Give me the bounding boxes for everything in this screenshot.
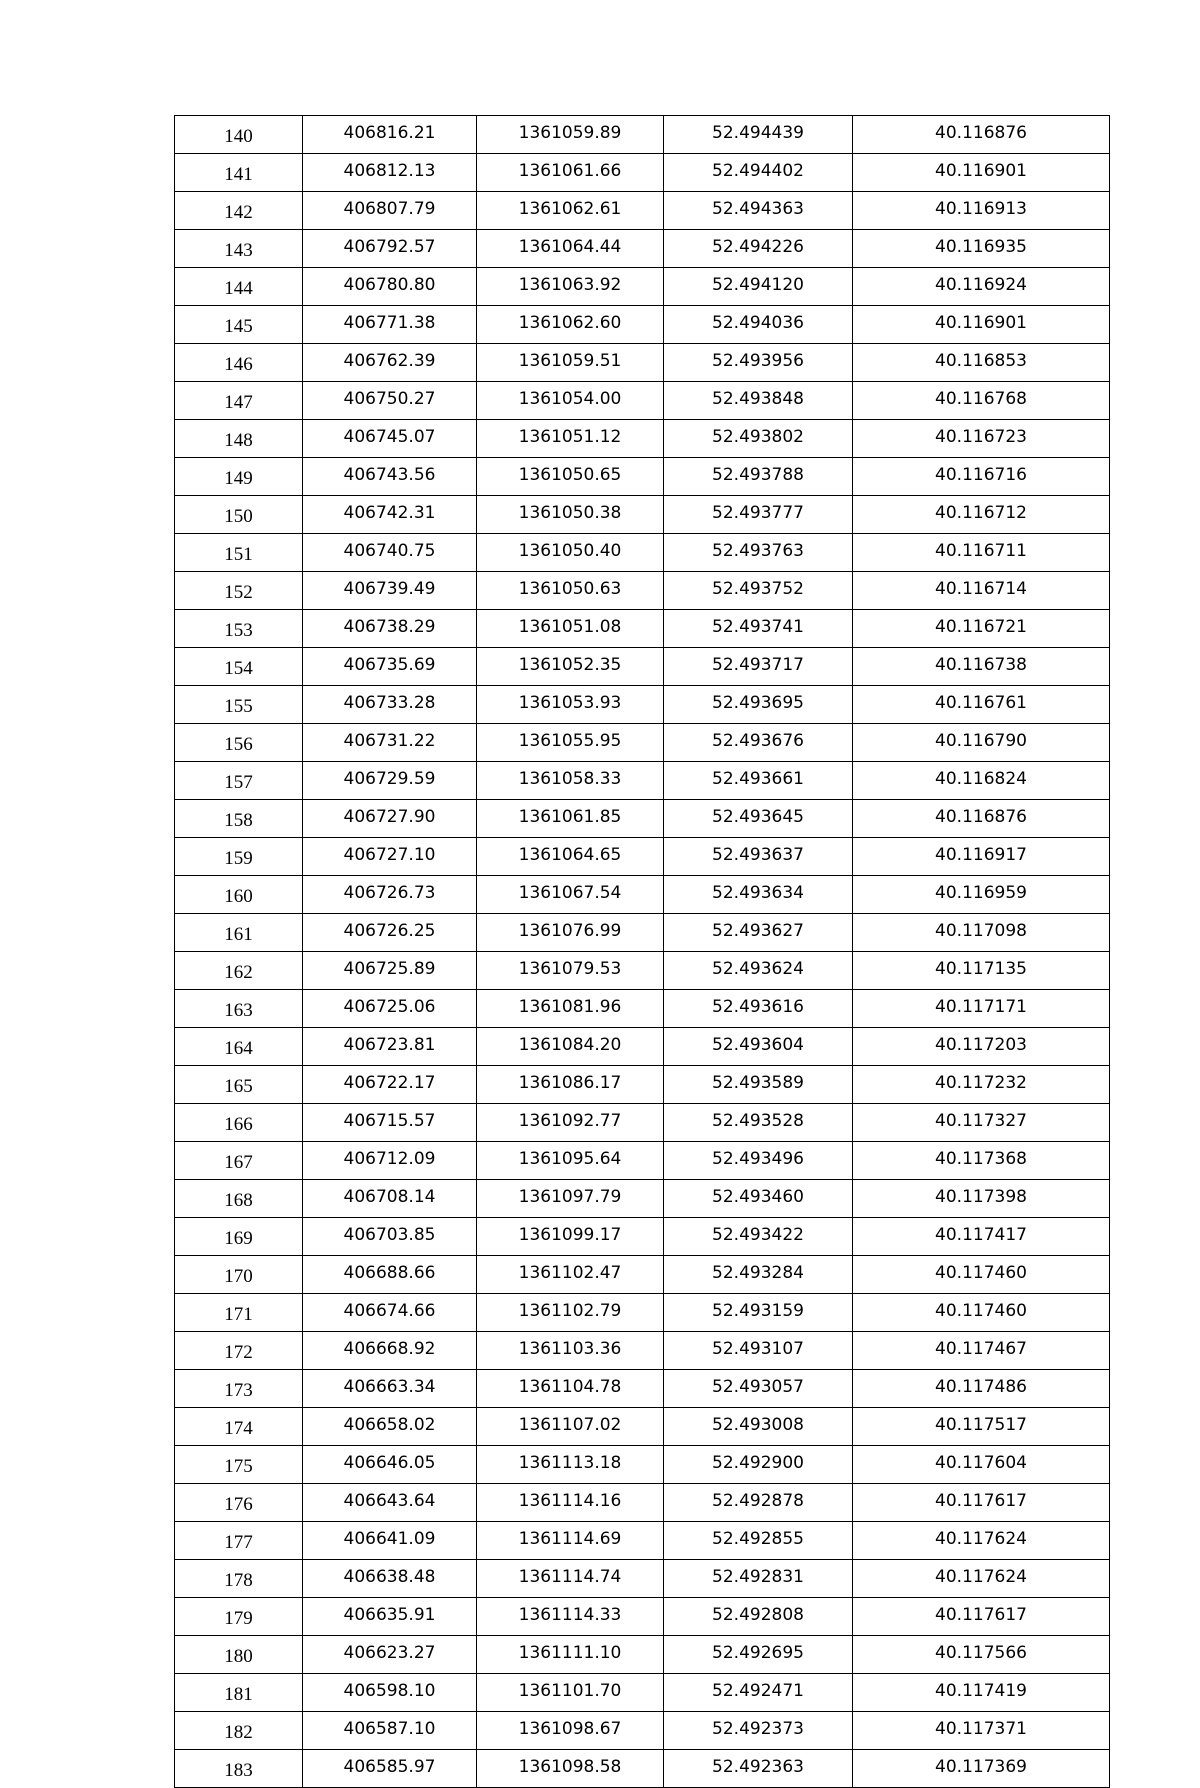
x-coordinate-cell: 406735.69 bbox=[303, 648, 477, 686]
x-coordinate-cell: 406731.22 bbox=[303, 724, 477, 762]
point-number-cell: 179 bbox=[175, 1598, 303, 1636]
y-coordinate-cell: 1361064.44 bbox=[477, 230, 664, 268]
x-coordinate-cell: 406725.89 bbox=[303, 952, 477, 990]
x-coordinate-cell: 406726.25 bbox=[303, 914, 477, 952]
y-coordinate-cell: 1361086.17 bbox=[477, 1066, 664, 1104]
longitude-cell: 40.116711 bbox=[853, 534, 1110, 572]
x-coordinate-cell: 406722.17 bbox=[303, 1066, 477, 1104]
table-row bbox=[175, 1142, 1110, 1180]
x-coordinate-cell: 406807.79 bbox=[303, 192, 477, 230]
latitude-cell: 52.494226 bbox=[664, 230, 853, 268]
coordinates-table-body bbox=[175, 116, 1110, 1788]
longitude-cell: 40.117327 bbox=[853, 1104, 1110, 1142]
latitude-cell: 52.492878 bbox=[664, 1484, 853, 1522]
x-coordinate-cell: 406663.34 bbox=[303, 1370, 477, 1408]
table-row bbox=[175, 648, 1110, 686]
table-row bbox=[175, 1294, 1110, 1332]
table-row bbox=[175, 800, 1110, 838]
table-row bbox=[175, 268, 1110, 306]
latitude-cell: 52.493848 bbox=[664, 382, 853, 420]
point-number-cell: 169 bbox=[175, 1218, 303, 1256]
y-coordinate-cell: 1361081.96 bbox=[477, 990, 664, 1028]
longitude-cell: 40.117417 bbox=[853, 1218, 1110, 1256]
latitude-cell: 52.494036 bbox=[664, 306, 853, 344]
y-coordinate-cell: 1361098.67 bbox=[477, 1712, 664, 1750]
latitude-cell: 52.493717 bbox=[664, 648, 853, 686]
y-coordinate-cell: 1361107.02 bbox=[477, 1408, 664, 1446]
longitude-cell: 40.117624 bbox=[853, 1560, 1110, 1598]
y-coordinate-cell: 1361111.10 bbox=[477, 1636, 664, 1674]
point-number-cell: 163 bbox=[175, 990, 303, 1028]
y-coordinate-cell: 1361084.20 bbox=[477, 1028, 664, 1066]
latitude-cell: 52.492363 bbox=[664, 1750, 853, 1788]
point-number-cell: 142 bbox=[175, 192, 303, 230]
table-row bbox=[175, 724, 1110, 762]
latitude-cell: 52.493460 bbox=[664, 1180, 853, 1218]
x-coordinate-cell: 406688.66 bbox=[303, 1256, 477, 1294]
table-row bbox=[175, 1560, 1110, 1598]
x-coordinate-cell: 406641.09 bbox=[303, 1522, 477, 1560]
latitude-cell: 52.493528 bbox=[664, 1104, 853, 1142]
y-coordinate-cell: 1361062.60 bbox=[477, 306, 664, 344]
x-coordinate-cell: 406742.31 bbox=[303, 496, 477, 534]
point-number-cell: 155 bbox=[175, 686, 303, 724]
point-number-cell: 164 bbox=[175, 1028, 303, 1066]
y-coordinate-cell: 1361114.69 bbox=[477, 1522, 664, 1560]
x-coordinate-cell: 406668.92 bbox=[303, 1332, 477, 1370]
longitude-cell: 40.117517 bbox=[853, 1408, 1110, 1446]
x-coordinate-cell: 406708.14 bbox=[303, 1180, 477, 1218]
x-coordinate-cell: 406745.07 bbox=[303, 420, 477, 458]
point-number-cell: 182 bbox=[175, 1712, 303, 1750]
table-row bbox=[175, 1332, 1110, 1370]
longitude-cell: 40.117467 bbox=[853, 1332, 1110, 1370]
point-number-cell: 165 bbox=[175, 1066, 303, 1104]
table-row bbox=[175, 458, 1110, 496]
longitude-cell: 40.116790 bbox=[853, 724, 1110, 762]
y-coordinate-cell: 1361114.33 bbox=[477, 1598, 664, 1636]
latitude-cell: 52.493788 bbox=[664, 458, 853, 496]
latitude-cell: 52.494402 bbox=[664, 154, 853, 192]
point-number-cell: 154 bbox=[175, 648, 303, 686]
latitude-cell: 52.492831 bbox=[664, 1560, 853, 1598]
latitude-cell: 52.492471 bbox=[664, 1674, 853, 1712]
latitude-cell: 52.493695 bbox=[664, 686, 853, 724]
x-coordinate-cell: 406587.10 bbox=[303, 1712, 477, 1750]
point-number-cell: 183 bbox=[175, 1750, 303, 1788]
longitude-cell: 40.117566 bbox=[853, 1636, 1110, 1674]
y-coordinate-cell: 1361050.65 bbox=[477, 458, 664, 496]
longitude-cell: 40.117624 bbox=[853, 1522, 1110, 1560]
point-number-cell: 178 bbox=[175, 1560, 303, 1598]
y-coordinate-cell: 1361076.99 bbox=[477, 914, 664, 952]
longitude-cell: 40.116876 bbox=[853, 116, 1110, 154]
x-coordinate-cell: 406750.27 bbox=[303, 382, 477, 420]
table-row bbox=[175, 876, 1110, 914]
point-number-cell: 152 bbox=[175, 572, 303, 610]
table-row bbox=[175, 154, 1110, 192]
point-number-cell: 172 bbox=[175, 1332, 303, 1370]
table-row bbox=[175, 686, 1110, 724]
y-coordinate-cell: 1361061.85 bbox=[477, 800, 664, 838]
x-coordinate-cell: 406733.28 bbox=[303, 686, 477, 724]
longitude-cell: 40.117486 bbox=[853, 1370, 1110, 1408]
longitude-cell: 40.117171 bbox=[853, 990, 1110, 1028]
latitude-cell: 52.492373 bbox=[664, 1712, 853, 1750]
table-row bbox=[175, 1256, 1110, 1294]
point-number-cell: 149 bbox=[175, 458, 303, 496]
longitude-cell: 40.116959 bbox=[853, 876, 1110, 914]
table-row bbox=[175, 192, 1110, 230]
y-coordinate-cell: 1361095.64 bbox=[477, 1142, 664, 1180]
y-coordinate-cell: 1361064.65 bbox=[477, 838, 664, 876]
x-coordinate-cell: 406771.38 bbox=[303, 306, 477, 344]
longitude-cell: 40.116824 bbox=[853, 762, 1110, 800]
table-row bbox=[175, 1104, 1110, 1142]
point-number-cell: 143 bbox=[175, 230, 303, 268]
y-coordinate-cell: 1361097.79 bbox=[477, 1180, 664, 1218]
latitude-cell: 52.493422 bbox=[664, 1218, 853, 1256]
latitude-cell: 52.493741 bbox=[664, 610, 853, 648]
latitude-cell: 52.493627 bbox=[664, 914, 853, 952]
point-number-cell: 159 bbox=[175, 838, 303, 876]
x-coordinate-cell: 406623.27 bbox=[303, 1636, 477, 1674]
x-coordinate-cell: 406727.10 bbox=[303, 838, 477, 876]
x-coordinate-cell: 406726.73 bbox=[303, 876, 477, 914]
table-row bbox=[175, 990, 1110, 1028]
longitude-cell: 40.116853 bbox=[853, 344, 1110, 382]
y-coordinate-cell: 1361055.95 bbox=[477, 724, 664, 762]
longitude-cell: 40.116917 bbox=[853, 838, 1110, 876]
point-number-cell: 171 bbox=[175, 1294, 303, 1332]
longitude-cell: 40.116924 bbox=[853, 268, 1110, 306]
longitude-cell: 40.116901 bbox=[853, 154, 1110, 192]
table-row bbox=[175, 1370, 1110, 1408]
longitude-cell: 40.117368 bbox=[853, 1142, 1110, 1180]
table-row bbox=[175, 1446, 1110, 1484]
x-coordinate-cell: 406743.56 bbox=[303, 458, 477, 496]
y-coordinate-cell: 1361051.08 bbox=[477, 610, 664, 648]
table-row bbox=[175, 230, 1110, 268]
y-coordinate-cell: 1361099.17 bbox=[477, 1218, 664, 1256]
latitude-cell: 52.493752 bbox=[664, 572, 853, 610]
y-coordinate-cell: 1361092.77 bbox=[477, 1104, 664, 1142]
x-coordinate-cell: 406598.10 bbox=[303, 1674, 477, 1712]
x-coordinate-cell: 406674.66 bbox=[303, 1294, 477, 1332]
latitude-cell: 52.493634 bbox=[664, 876, 853, 914]
x-coordinate-cell: 406658.02 bbox=[303, 1408, 477, 1446]
y-coordinate-cell: 1361102.47 bbox=[477, 1256, 664, 1294]
table-row bbox=[175, 1598, 1110, 1636]
longitude-cell: 40.117398 bbox=[853, 1180, 1110, 1218]
x-coordinate-cell: 406729.59 bbox=[303, 762, 477, 800]
longitude-cell: 40.117617 bbox=[853, 1484, 1110, 1522]
x-coordinate-cell: 406723.81 bbox=[303, 1028, 477, 1066]
point-number-cell: 151 bbox=[175, 534, 303, 572]
x-coordinate-cell: 406703.85 bbox=[303, 1218, 477, 1256]
point-number-cell: 144 bbox=[175, 268, 303, 306]
point-number-cell: 173 bbox=[175, 1370, 303, 1408]
x-coordinate-cell: 406762.39 bbox=[303, 344, 477, 382]
point-number-cell: 176 bbox=[175, 1484, 303, 1522]
point-number-cell: 180 bbox=[175, 1636, 303, 1674]
x-coordinate-cell: 406585.97 bbox=[303, 1750, 477, 1788]
point-number-cell: 146 bbox=[175, 344, 303, 382]
longitude-cell: 40.117617 bbox=[853, 1598, 1110, 1636]
y-coordinate-cell: 1361050.63 bbox=[477, 572, 664, 610]
x-coordinate-cell: 406738.29 bbox=[303, 610, 477, 648]
table-row bbox=[175, 1674, 1110, 1712]
point-number-cell: 161 bbox=[175, 914, 303, 952]
y-coordinate-cell: 1361114.74 bbox=[477, 1560, 664, 1598]
y-coordinate-cell: 1361104.78 bbox=[477, 1370, 664, 1408]
coordinates-table bbox=[174, 115, 1110, 1788]
latitude-cell: 52.492695 bbox=[664, 1636, 853, 1674]
latitude-cell: 52.493604 bbox=[664, 1028, 853, 1066]
latitude-cell: 52.493624 bbox=[664, 952, 853, 990]
table-row bbox=[175, 1066, 1110, 1104]
point-number-cell: 166 bbox=[175, 1104, 303, 1142]
x-coordinate-cell: 406646.05 bbox=[303, 1446, 477, 1484]
latitude-cell: 52.492855 bbox=[664, 1522, 853, 1560]
table-row bbox=[175, 572, 1110, 610]
longitude-cell: 40.116876 bbox=[853, 800, 1110, 838]
point-number-cell: 160 bbox=[175, 876, 303, 914]
latitude-cell: 52.493637 bbox=[664, 838, 853, 876]
latitude-cell: 52.493645 bbox=[664, 800, 853, 838]
point-number-cell: 174 bbox=[175, 1408, 303, 1446]
longitude-cell: 40.116935 bbox=[853, 230, 1110, 268]
point-number-cell: 162 bbox=[175, 952, 303, 990]
y-coordinate-cell: 1361061.66 bbox=[477, 154, 664, 192]
table-row bbox=[175, 1712, 1110, 1750]
table-row bbox=[175, 1028, 1110, 1066]
latitude-cell: 52.494120 bbox=[664, 268, 853, 306]
y-coordinate-cell: 1361058.33 bbox=[477, 762, 664, 800]
point-number-cell: 150 bbox=[175, 496, 303, 534]
point-number-cell: 140 bbox=[175, 116, 303, 154]
latitude-cell: 52.493589 bbox=[664, 1066, 853, 1104]
y-coordinate-cell: 1361050.40 bbox=[477, 534, 664, 572]
longitude-cell: 40.116901 bbox=[853, 306, 1110, 344]
point-number-cell: 157 bbox=[175, 762, 303, 800]
table-row bbox=[175, 1180, 1110, 1218]
point-number-cell: 145 bbox=[175, 306, 303, 344]
latitude-cell: 52.492900 bbox=[664, 1446, 853, 1484]
longitude-cell: 40.117369 bbox=[853, 1750, 1110, 1788]
x-coordinate-cell: 406727.90 bbox=[303, 800, 477, 838]
y-coordinate-cell: 1361114.16 bbox=[477, 1484, 664, 1522]
y-coordinate-cell: 1361067.54 bbox=[477, 876, 664, 914]
y-coordinate-cell: 1361053.93 bbox=[477, 686, 664, 724]
longitude-cell: 40.116761 bbox=[853, 686, 1110, 724]
longitude-cell: 40.116721 bbox=[853, 610, 1110, 648]
latitude-cell: 52.493616 bbox=[664, 990, 853, 1028]
table-row bbox=[175, 1522, 1110, 1560]
x-coordinate-cell: 406740.75 bbox=[303, 534, 477, 572]
table-row bbox=[175, 534, 1110, 572]
y-coordinate-cell: 1361103.36 bbox=[477, 1332, 664, 1370]
longitude-cell: 40.117460 bbox=[853, 1256, 1110, 1294]
latitude-cell: 52.494439 bbox=[664, 116, 853, 154]
longitude-cell: 40.116913 bbox=[853, 192, 1110, 230]
longitude-cell: 40.117371 bbox=[853, 1712, 1110, 1750]
y-coordinate-cell: 1361052.35 bbox=[477, 648, 664, 686]
point-number-cell: 148 bbox=[175, 420, 303, 458]
x-coordinate-cell: 406715.57 bbox=[303, 1104, 477, 1142]
y-coordinate-cell: 1361098.58 bbox=[477, 1750, 664, 1788]
table-row bbox=[175, 116, 1110, 154]
longitude-cell: 40.116768 bbox=[853, 382, 1110, 420]
point-number-cell: 175 bbox=[175, 1446, 303, 1484]
table-row bbox=[175, 952, 1110, 990]
table-row bbox=[175, 1636, 1110, 1674]
x-coordinate-cell: 406780.80 bbox=[303, 268, 477, 306]
x-coordinate-cell: 406712.09 bbox=[303, 1142, 477, 1180]
y-coordinate-cell: 1361102.79 bbox=[477, 1294, 664, 1332]
x-coordinate-cell: 406792.57 bbox=[303, 230, 477, 268]
latitude-cell: 52.493057 bbox=[664, 1370, 853, 1408]
latitude-cell: 52.493159 bbox=[664, 1294, 853, 1332]
table-row bbox=[175, 344, 1110, 382]
x-coordinate-cell: 406816.21 bbox=[303, 116, 477, 154]
point-number-cell: 168 bbox=[175, 1180, 303, 1218]
longitude-cell: 40.116714 bbox=[853, 572, 1110, 610]
table-row bbox=[175, 306, 1110, 344]
point-number-cell: 167 bbox=[175, 1142, 303, 1180]
longitude-cell: 40.117098 bbox=[853, 914, 1110, 952]
table-row bbox=[175, 382, 1110, 420]
x-coordinate-cell: 406643.64 bbox=[303, 1484, 477, 1522]
y-coordinate-cell: 1361050.38 bbox=[477, 496, 664, 534]
y-coordinate-cell: 1361062.61 bbox=[477, 192, 664, 230]
latitude-cell: 52.493802 bbox=[664, 420, 853, 458]
table-row bbox=[175, 914, 1110, 952]
y-coordinate-cell: 1361059.89 bbox=[477, 116, 664, 154]
table-row bbox=[175, 420, 1110, 458]
longitude-cell: 40.117604 bbox=[853, 1446, 1110, 1484]
latitude-cell: 52.494363 bbox=[664, 192, 853, 230]
latitude-cell: 52.493763 bbox=[664, 534, 853, 572]
point-number-cell: 181 bbox=[175, 1674, 303, 1712]
point-number-cell: 170 bbox=[175, 1256, 303, 1294]
table-row bbox=[175, 496, 1110, 534]
latitude-cell: 52.493661 bbox=[664, 762, 853, 800]
table-row bbox=[175, 610, 1110, 648]
y-coordinate-cell: 1361113.18 bbox=[477, 1446, 664, 1484]
longitude-cell: 40.116738 bbox=[853, 648, 1110, 686]
latitude-cell: 52.493676 bbox=[664, 724, 853, 762]
x-coordinate-cell: 406812.13 bbox=[303, 154, 477, 192]
y-coordinate-cell: 1361063.92 bbox=[477, 268, 664, 306]
latitude-cell: 52.493496 bbox=[664, 1142, 853, 1180]
longitude-cell: 40.117203 bbox=[853, 1028, 1110, 1066]
longitude-cell: 40.116723 bbox=[853, 420, 1110, 458]
table-row bbox=[175, 1408, 1110, 1446]
table-row bbox=[175, 1218, 1110, 1256]
point-number-cell: 177 bbox=[175, 1522, 303, 1560]
latitude-cell: 52.492808 bbox=[664, 1598, 853, 1636]
point-number-cell: 141 bbox=[175, 154, 303, 192]
point-number-cell: 153 bbox=[175, 610, 303, 648]
latitude-cell: 52.493107 bbox=[664, 1332, 853, 1370]
y-coordinate-cell: 1361054.00 bbox=[477, 382, 664, 420]
y-coordinate-cell: 1361101.70 bbox=[477, 1674, 664, 1712]
longitude-cell: 40.116716 bbox=[853, 458, 1110, 496]
longitude-cell: 40.117232 bbox=[853, 1066, 1110, 1104]
table-row bbox=[175, 838, 1110, 876]
y-coordinate-cell: 1361059.51 bbox=[477, 344, 664, 382]
longitude-cell: 40.117419 bbox=[853, 1674, 1110, 1712]
table-row bbox=[175, 1484, 1110, 1522]
latitude-cell: 52.493008 bbox=[664, 1408, 853, 1446]
longitude-cell: 40.117460 bbox=[853, 1294, 1110, 1332]
latitude-cell: 52.493956 bbox=[664, 344, 853, 382]
latitude-cell: 52.493284 bbox=[664, 1256, 853, 1294]
point-number-cell: 158 bbox=[175, 800, 303, 838]
x-coordinate-cell: 406739.49 bbox=[303, 572, 477, 610]
point-number-cell: 156 bbox=[175, 724, 303, 762]
latitude-cell: 52.493777 bbox=[664, 496, 853, 534]
y-coordinate-cell: 1361079.53 bbox=[477, 952, 664, 990]
longitude-cell: 40.116712 bbox=[853, 496, 1110, 534]
table-row bbox=[175, 762, 1110, 800]
x-coordinate-cell: 406725.06 bbox=[303, 990, 477, 1028]
x-coordinate-cell: 406638.48 bbox=[303, 1560, 477, 1598]
longitude-cell: 40.117135 bbox=[853, 952, 1110, 990]
point-number-cell: 147 bbox=[175, 382, 303, 420]
x-coordinate-cell: 406635.91 bbox=[303, 1598, 477, 1636]
y-coordinate-cell: 1361051.12 bbox=[477, 420, 664, 458]
table-row bbox=[175, 1750, 1110, 1788]
